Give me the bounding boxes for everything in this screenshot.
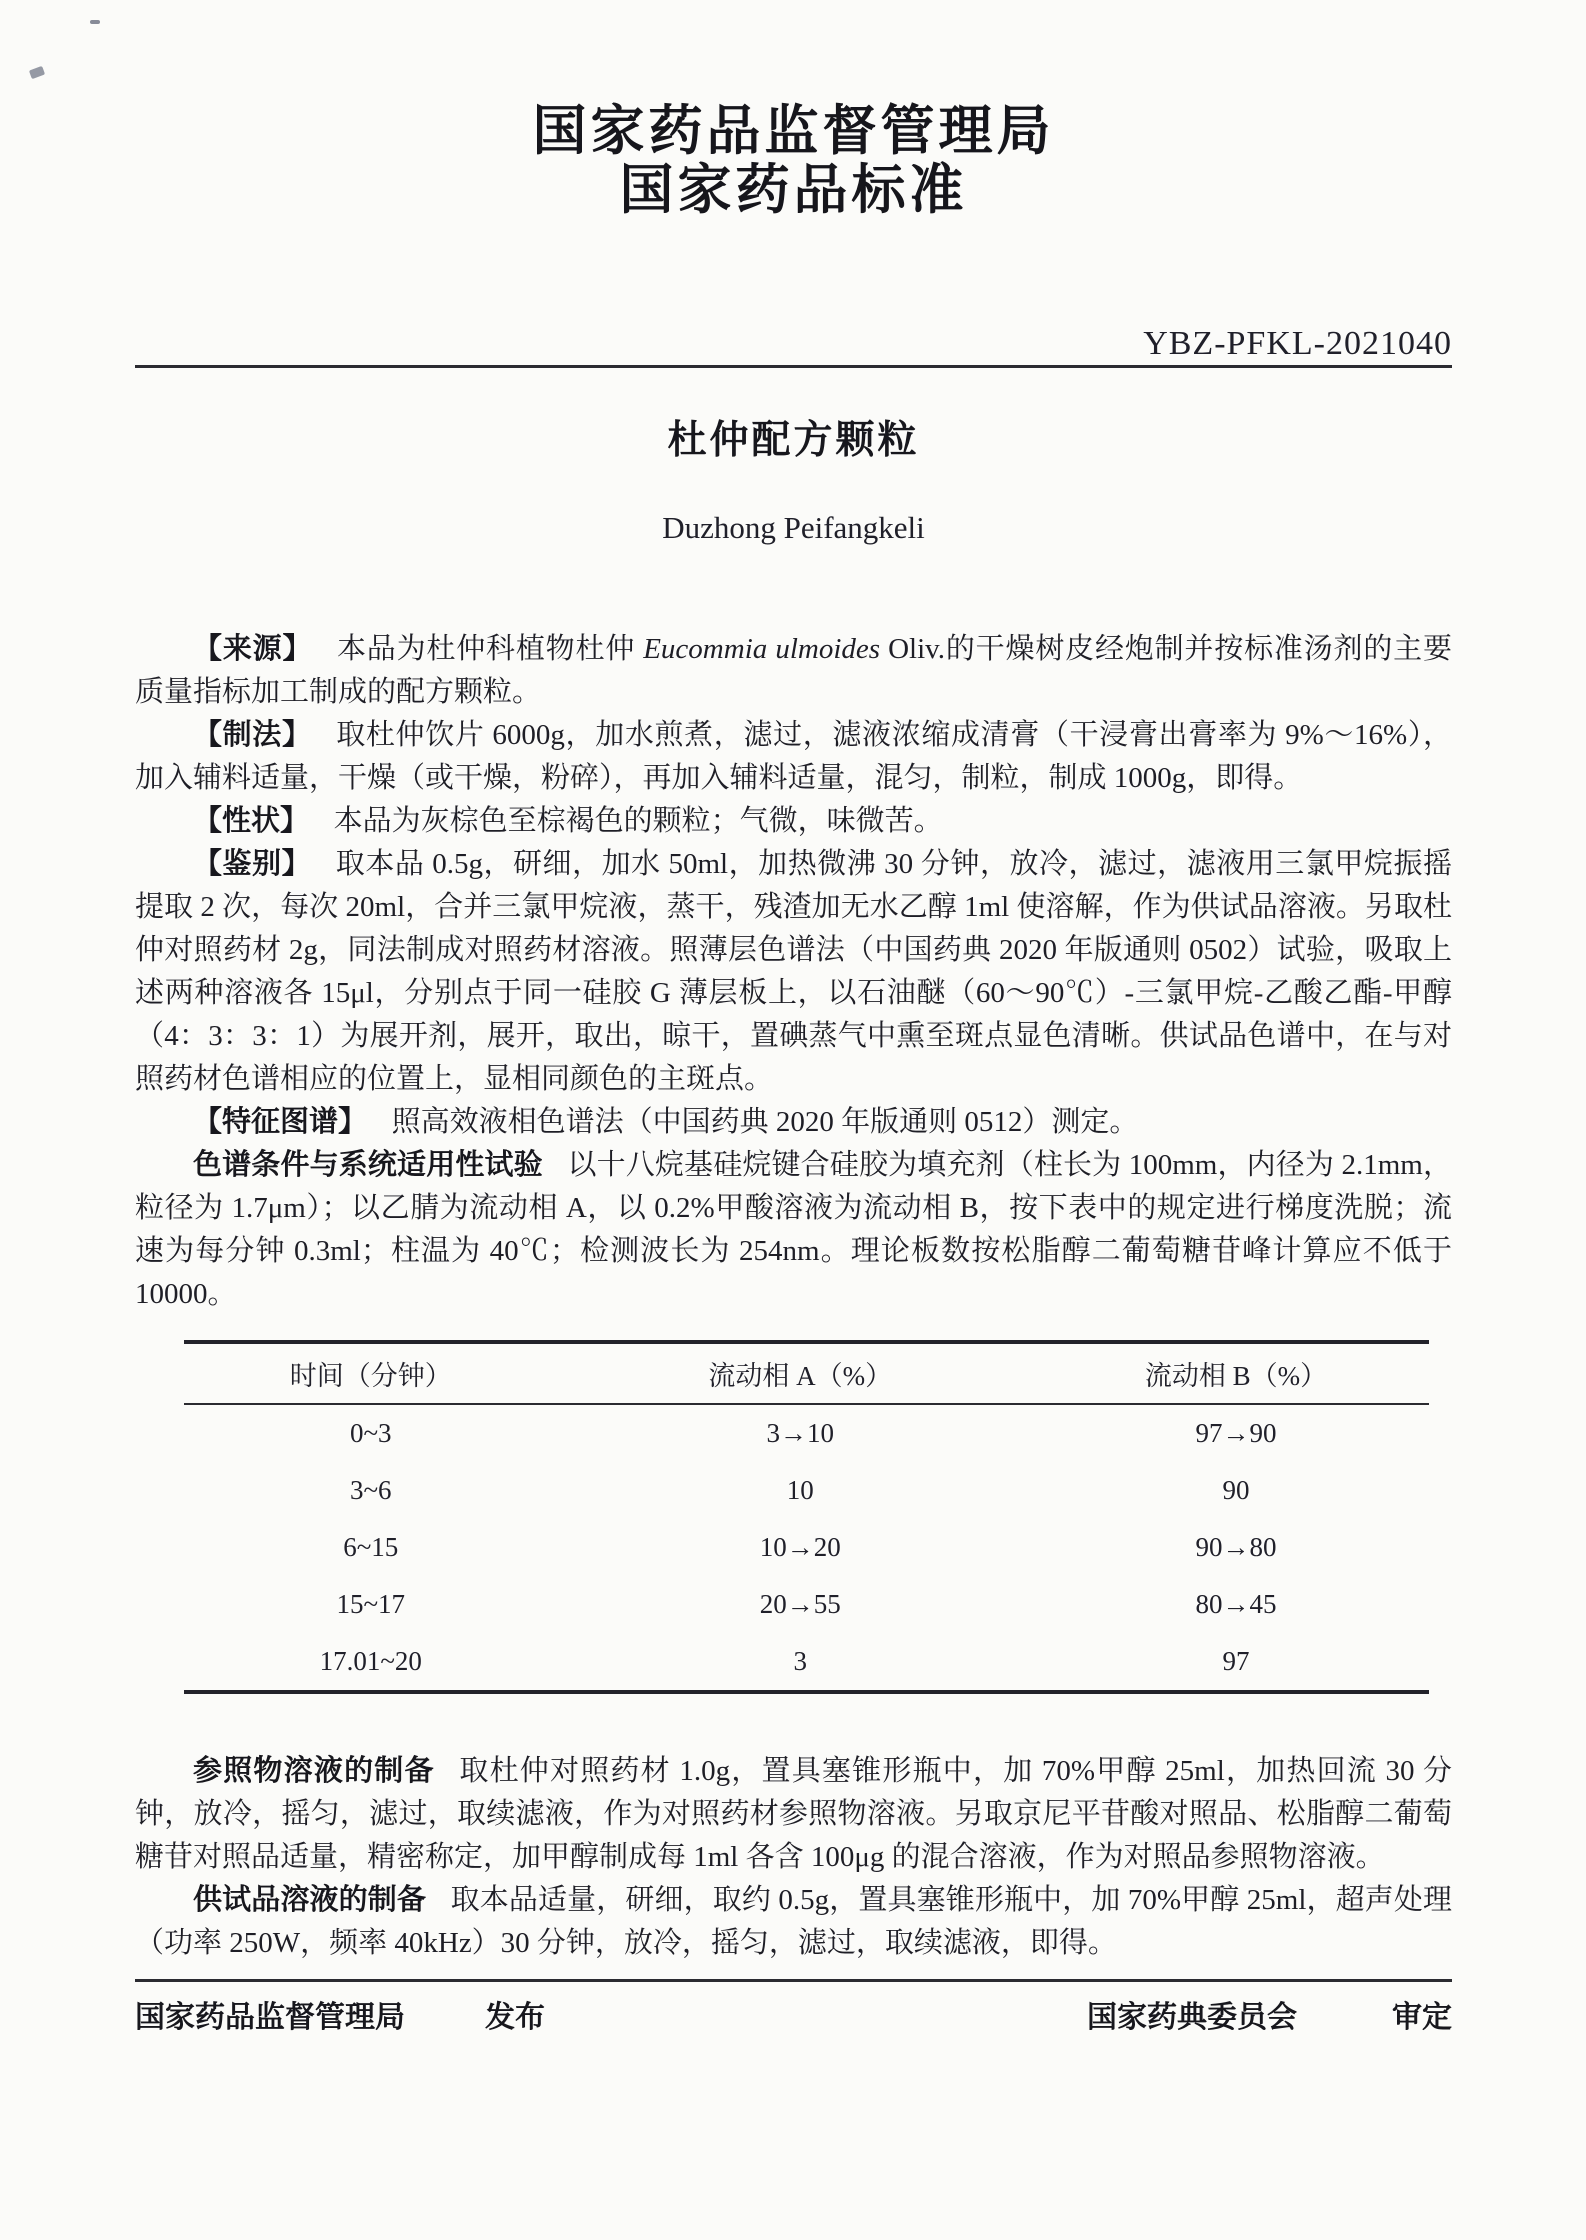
identification-text: 取本品 0.5g，研细，加水 50ml，加热微沸 30 分钟，放冷，滤过，滤液用三氯甲烷振摇提取 2 次，每次 20ml，合并三氯甲烷液，蒸干，残渣加无水乙醇 1ml 使溶解，作为供试品溶液。另取杜仲对照药材 2g，同法制成对照药材溶液。照薄层色谱法（中国药典 2020 年版通则 0502）试验，吸取上述两种溶液各 15μl，分别点于同一硅胶 G 薄层板上，以石油醚（60～90℃）-三氯甲烷-乙酸乙酯-甲醇（4：3：3：1）为展开剂，展开，取出，晾干，置碘蒸气中熏至斑点显色清晰。供试品色谱中，在与对照药材色谱相应的位置上，显相同颜色的主斑点。	[135, 848, 1452, 1095]
hplc-conditions-text: 以十八烷基硅烷键合硅胶为填充剂（柱长为 100mm，内径为 2.1mm，粒径为 1.7μm）；以乙腈为流动相 A，以 0.2%甲酸溶液为流动相 B，按下表中的规定进行梯度洗脱；流速为每分钟 0.3ml；柱温为 40℃；检测波长为 254nm。理论板数按松脂醇二葡萄糖苷峰计算应不低于 10000。	[135, 1149, 1452, 1310]
table-cell-time: 15~17	[336, 1589, 406, 1619]
publish-action-label: 发布	[485, 2001, 545, 2034]
reference-solution-text: 取杜仲对照药材 1.0g，置具塞锥形瓶中，加 70%甲醇 25ml，加热回流 30 分钟，放冷，摇匀，滤过，取续滤液，作为对照药材参照物溶液。另取京尼平苷酸对照品、松脂醇二葡萄糖苷对照品适量，精密称定，加甲醇制成每 1ml 各含 100μg 的混合溶液，作为对照品参照物溶液。	[135, 1755, 1452, 1873]
standard-title: 国家药品标准	[619, 160, 968, 220]
paragraph-test-solution	[135, 1879, 1452, 1965]
table-row	[184, 1576, 1429, 1633]
table-cell-phase-a: 10	[786, 1475, 814, 1505]
paragraph-profile	[135, 1101, 1452, 1144]
table-header-mobile-phase-b: 流动相 B（%）	[1144, 1361, 1328, 1391]
table-header-mobile-phase-a: 流动相 A（%）	[708, 1361, 893, 1391]
character-label: 【性状】	[193, 805, 310, 837]
table-row	[184, 1633, 1429, 1692]
footer-publisher-group	[135, 1992, 545, 2036]
committee-name: 国家药典委员会	[1087, 2001, 1297, 2034]
gradient-elution-table	[184, 1340, 1429, 1694]
standard-body	[135, 628, 1452, 1316]
profile-text: 照高效液相色谱法（中国药典 2020 年版通则 0512）测定。	[391, 1106, 1139, 1138]
profile-label: 【特征图谱】	[193, 1106, 368, 1138]
table-cell-phase-b: 90→80	[1195, 1532, 1277, 1562]
test-solution-text: 取本品适量，研细，取约 0.5g，置具塞锥形瓶中，加 70%甲醇 25ml，超声处理（功率 250W，频率 40kHz）30 分钟，放冷，摇匀，滤过，取续滤液，即得。	[135, 1884, 1452, 1959]
paragraph-hplc-conditions	[135, 1144, 1452, 1316]
table-cell-phase-b: 97	[1222, 1646, 1250, 1676]
table-cell-time: 0~3	[349, 1418, 392, 1448]
page-content	[0, 102, 1586, 2036]
drug-title: 杜仲配方颗粒	[667, 419, 920, 462]
review-action-label: 审定	[1392, 2001, 1452, 2034]
table-cell-phase-a: 3	[793, 1646, 808, 1676]
character-text: 本品为灰棕色至棕褐色的颗粒；气微，味微苦。	[333, 805, 943, 837]
footer-rule	[135, 1979, 1452, 1982]
hplc-conditions-label: 色谱条件与系统适用性试验	[193, 1149, 543, 1181]
scan-artifact	[29, 66, 45, 79]
table-cell-time: 3~6	[349, 1475, 392, 1505]
identification-label: 【鉴别】	[193, 848, 312, 880]
method-text: 取杜仲饮片 6000g，加水煎煮，滤过，滤液浓缩成清膏（干浸膏出膏率为 9%～16%），加入辅料适量，干燥（或干燥，粉碎），再加入辅料适量，混匀，制粒，制成 1000g，即得。	[135, 719, 1452, 794]
table-cell-time: 17.01~20	[319, 1646, 422, 1676]
method-label: 【制法】	[193, 719, 312, 751]
table-cell-phase-b: 80→45	[1195, 1589, 1277, 1619]
latin-botanical-name: Eucommia ulmoides	[643, 633, 881, 665]
header-rule	[135, 365, 1452, 368]
table-header-time: 时间（分钟）	[289, 1361, 452, 1391]
table-cell-phase-a: 3→10	[766, 1418, 835, 1448]
paragraph-method	[135, 714, 1452, 800]
publisher-name: 国家药品监督管理局	[135, 2001, 405, 2034]
table-header-row	[184, 1342, 1429, 1404]
paragraph-character	[135, 800, 1452, 843]
reference-solution-label: 参照物溶液的制备	[193, 1755, 435, 1787]
footer-committee-group	[1087, 1992, 1452, 2036]
paragraph-identification	[135, 843, 1452, 1101]
table-cell-phase-a: 20→55	[759, 1589, 841, 1619]
table-row	[184, 1404, 1429, 1462]
scan-artifact	[90, 20, 100, 24]
table-cell-phase-b: 97→90	[1195, 1418, 1277, 1448]
table-row	[184, 1519, 1429, 1576]
page-footer	[135, 1992, 1452, 2036]
table-cell-phase-a: 10→20	[759, 1532, 841, 1562]
drug-pinyin: Duzhong Peifangkeli	[662, 510, 925, 545]
paragraph-source	[135, 628, 1452, 714]
agency-title: 国家药品监督管理局	[532, 101, 1055, 161]
table-cell-phase-b: 90	[1222, 1475, 1250, 1505]
paragraph-reference-solution	[135, 1750, 1452, 1879]
source-text-pre: 本品为杜仲科植物杜仲	[336, 633, 644, 665]
source-text-post: Oliv.的干燥树皮经炮制并按标准汤剂的主要质量指标加工制成的配方颗粒。	[135, 633, 1452, 708]
table-cell-time: 6~15	[343, 1532, 399, 1562]
source-label: 【来源】	[193, 633, 313, 665]
doc-number: YBZ-PFKL-2021040	[1143, 325, 1452, 362]
test-solution-label: 供试品溶液的制备	[193, 1884, 426, 1916]
table-row	[184, 1462, 1429, 1519]
standard-body-continued	[135, 1750, 1452, 1965]
